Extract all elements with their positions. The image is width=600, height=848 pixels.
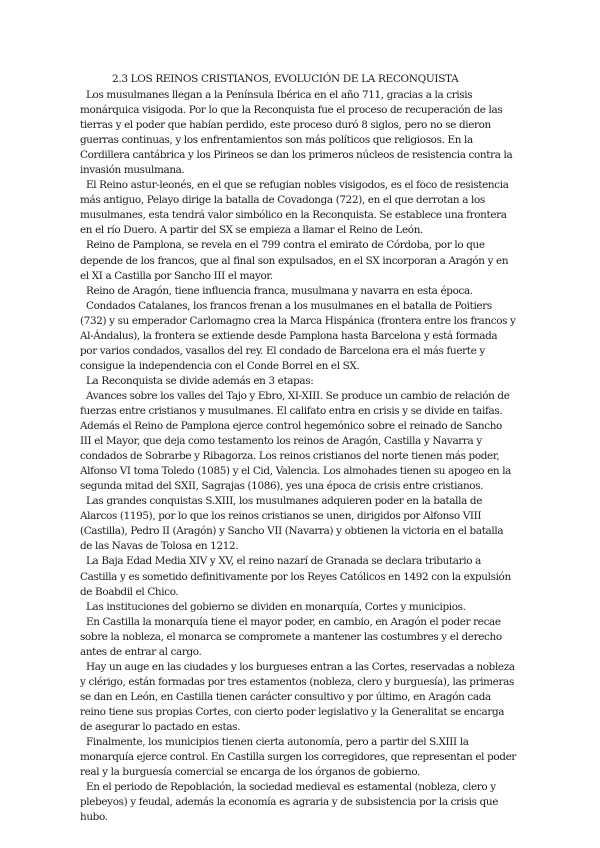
- paragraph: En el periodo de Repoblación, la sociedad medieval es estamental (nobleza, clero y plebeyos) y feudal, además la economía es agraria y de subsistencia por la crisis que hubo.: [80, 781, 499, 824]
- paragraph: Finalmente, los municipios tienen cierta autonomía, pero a partir del S.XIII la monarquía ejerce control. En Castilla surgen los corregidores, que representan el poder real y la burguesía comercial se encarga de los órganos de gobierno.: [80, 736, 516, 779]
- paragraph: El Reino astur-leonés, en el que se refugian nobles visigodos, es el foco de resistencia más antiguo, Pelayo dirige la batalla de Covadonga (722), en el que derrotan a los musulmanes, esta tendrá valor simbólico en la Reconquista. Se establece una frontera en el río Duero. A partir del SX se empieza a llamar el Reino de León.: [80, 179, 509, 237]
- paragraph: Condados Catalanes, los francos frenan a los musulmanes en el batalla de Poitiers (732) y su emperador Carlomagno crea la Marca Hispánica (frontera entre los francos y Al-Ándalus), la frontera se extiende desde Pamplona hasta Barcelona y está formada por varios condados, vasallos del rey. El condado de Barcelona era el más fuerte y consigue la independencia con el Conde Borrel en el SX.: [80, 299, 516, 372]
- paragraph: Avances sobre los valles del Tajo y Ebro, XI-XIII. Se produce un cambio de relación de fuerzas entre cristianos y musulmanes. El califato entra en crisis y se divide en taifas. Además el Reino de Pamplona ejerce control hegemónico sobre el reinado de Sancho III el Mayor, que deja como testamento los reinos de Aragón, Castilla y Navarra y condados de Sobrarbe y Ribagorza. Los reinos cristianos del norte tienen más poder, Alfonso VI toma Toledo (1085) y el Cid, Valencia. Los almohades tienen su apogeo en la segunda mitad del SXII, Sagrajas (1086), yes una época de crisis entre cristianos.: [80, 389, 512, 493]
- paragraph: En Castilla la monarquía tiene el mayor poder, en cambio, en Aragón el poder recae sobre la nobleza, el monarca se compromete a mantener las costumbres y el derecho antes de entrar al cargo.: [80, 615, 502, 658]
- document-body: [80, 88, 516, 825]
- paragraph: Hay un auge en las ciudades y los burgueses entran a las Cortes, reservadas a nobleza y clérigo, están formadas por tres estamentos (nobleza, clero y burguesía), las primeras se dan en León, en Castilla tienen carácter consultivo y por último, en Aragón cada reino tiene sus propias Cortes, con cierto poder legislativo y la Generalitat se encarga de asegurar lo pactado en estas.: [80, 660, 515, 733]
- paragraph: Reino de Aragón, tiene influencia franca, musulmana y navarra en esta época.: [86, 284, 473, 297]
- section-title: 2.3 LOS REINOS CRISTIANOS, EVOLUCIÓN DE LA RECONQUISTA: [112, 73, 459, 85]
- paragraph: La Reconquista se divide además en 3 etapas:: [86, 374, 314, 387]
- paragraph: Reino de Pamplona, se revela en el 799 contra el emirato de Córdoba, por lo que depende de los francos, que al final son expulsados, en el SX incorporan a Aragón y en el XI a Castilla por Sancho III el mayor.: [80, 239, 509, 282]
- paragraph: Las grandes conquistas S.XIII, los musulmanes adquieren poder en la batalla de Alarcos (1195), por lo que los reinos cristianos se unen, dirigidos por Alfonso VIII (Castilla), Pedro II (Aragón) y Sancho VII (Navarra) y obtienen la victoria en el batalla de las Navas de Tolosa en 1212.: [80, 495, 504, 553]
- paragraph: Los musulmanes llegan a la Península Ibérica en el año 711, gracias a la crisis monárquica visigoda. Por lo que la Reconquista fue el proceso de recuperación de las tierras y el poder que habían perdido, este proceso duró 8 siglos, pero no se dieron guerras continuas, y los enfrentamientos son más políticos que religiosos. En la Cordillera cantábrica y los Pirineos se dan los primeros núcleos de resistencia contra la invasión musulmana.: [80, 89, 513, 177]
- paragraph: Las instituciones del gobierno se dividen en monarquía, Cortes y municipios.: [86, 600, 466, 613]
- paragraph: La Baja Edad Media XIV y XV, el reino nazarí de Granada se declara tributario a Castilla y es sometido definitivamente por los Reyes Católicos en 1492 con la expulsión de Boabdil el Chico.: [80, 555, 511, 598]
